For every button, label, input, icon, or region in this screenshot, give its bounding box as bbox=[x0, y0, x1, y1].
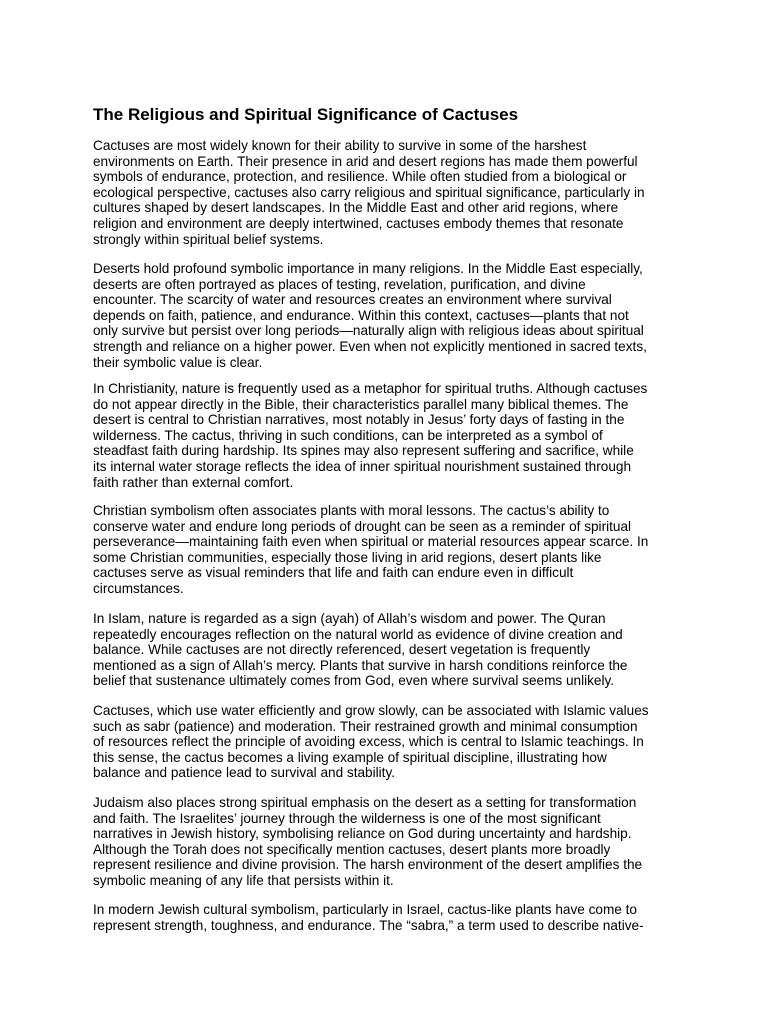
paragraph-line: do not appear directly in the Bible, their characteristics parallel many biblical themes. The bbox=[93, 396, 629, 412]
paragraph-judaism bbox=[93, 795, 642, 889]
paragraph-line: encounter. The scarcity of water and resources creates an environment where survival bbox=[93, 292, 612, 308]
paragraph-line: ecological perspective, cactuses also carry religious and spiritual significance, particularly in bbox=[93, 184, 645, 200]
paragraph-line: represent resilience and divine provision. The harsh environment of the desert amplifies the bbox=[93, 857, 643, 873]
paragraph-line: represent strength, toughness, and endurance. The “sabra,” a term used to describe native- bbox=[93, 917, 644, 933]
paragraph-line: its internal water storage reflects the idea of inner spiritual nourishment sustained through bbox=[93, 458, 632, 474]
paragraph-line: environments on Earth. Their presence in arid and desert regions has made them powerful bbox=[93, 153, 638, 169]
paragraph-line: deserts are often portrayed as places of testing, revelation, purification, and divine bbox=[93, 276, 586, 292]
paragraph-line: and faith. The Israelites’ journey through the wilderness is one of the most significant bbox=[93, 810, 601, 826]
paragraph-line: In Islam, nature is regarded as a sign (ayah) of Allah’s wisdom and power. The Quran bbox=[93, 611, 606, 626]
paragraph-line: repeatedly encourages reflection on the natural world as evidence of divine creation and bbox=[93, 626, 623, 642]
paragraph-line: some Christian communities, especially those living in arid regions, desert plants like bbox=[93, 549, 602, 565]
paragraph-line: circumstances. bbox=[93, 580, 184, 596]
paragraph-line: balance and patience lead to survival and stability. bbox=[93, 765, 396, 781]
paragraph-line: In modern Jewish cultural symbolism, particularly in Israel, cactus-like plants have come to bbox=[93, 902, 637, 917]
paragraph-line: of resources reflect the principle of avoiding excess, which is central to Islamic teachings. In bbox=[93, 734, 644, 750]
paragraph-line: desert is central to Christian narratives, most notably in Jesus’ forty days of fasting in the bbox=[93, 412, 625, 428]
paragraph-line: strength and reliance on a higher power. Even when not explicitly mentioned in sacred texts, bbox=[93, 338, 647, 354]
paragraph-line: conserve water and endure long periods of drought can be seen as a reminder of spiritual bbox=[93, 518, 632, 534]
paragraph-line: perseverance—maintaining faith even when spiritual or material resources appear scarce. In bbox=[93, 534, 649, 550]
paragraph-line: cactuses serve as visual reminders that life and faith can endure even in difficult bbox=[93, 565, 574, 581]
paragraph-christian-symbolism bbox=[93, 503, 648, 597]
paragraph-line: their symbolic value is clear. bbox=[93, 354, 263, 370]
paragraph-line: faith rather than external comfort. bbox=[93, 474, 294, 490]
paragraph-line: symbols of endurance, protection, and resilience. While often studied from a biological or bbox=[93, 169, 627, 185]
paragraph-line: In Christianity, nature is frequently used as a metaphor for spiritual truths. Although cactuses bbox=[93, 381, 648, 396]
paragraph-line: such as sabr (patience) and moderation. Their restrained growth and minimal consumption bbox=[93, 718, 638, 734]
paragraph-line: only survive but persist over long periods—naturally align with religious ideas about spiritual bbox=[93, 323, 644, 339]
paragraph-islam bbox=[93, 611, 627, 689]
paragraph-line: Although the Torah does not specifically mention cactuses, desert plants more broadly bbox=[93, 841, 611, 857]
paragraph-line: religion and environment are deeply intertwined, cactuses embody themes that resonate bbox=[93, 215, 624, 231]
paragraph-christianity bbox=[93, 381, 647, 490]
paragraph-intro bbox=[93, 138, 645, 247]
paragraph-modern-jewish bbox=[93, 902, 644, 933]
paragraph-line: depends on faith, patience, and endurance. Within this context, cactuses—plants that not bbox=[93, 307, 629, 323]
paragraph-line: symbolic meaning of any life that persists within it. bbox=[93, 872, 394, 888]
paragraph-line: this sense, the cactus becomes a living example of spiritual discipline, illustrating how bbox=[93, 749, 607, 765]
paragraph-line: Cactuses, which use water efficiently and grow slowly, can be associated with Islamic values bbox=[93, 703, 649, 718]
paragraph-islamic-values bbox=[93, 703, 649, 781]
paragraph-line: Deserts hold profound symbolic importance in many religions. In the Middle East especially, bbox=[93, 261, 643, 276]
paragraph-line: narratives in Jewish history, symbolising reliance on God during uncertainty and hardship. bbox=[93, 826, 632, 842]
paragraph-line: strongly within spiritual belief systems. bbox=[93, 231, 324, 247]
paragraph-line: wilderness. The cactus, thriving in such conditions, can be interpreted as a symbol of bbox=[93, 427, 603, 443]
paragraph-line: belief that sustenance ultimately comes from God, even where survival seems unlikely. bbox=[93, 673, 615, 689]
paragraph-line: Christian symbolism often associates plants with moral lessons. The cactus’s ability to bbox=[93, 503, 610, 518]
paragraph-line: Judaism also places strong spiritual emphasis on the desert as a setting for transformation bbox=[93, 795, 637, 810]
paragraph-line: balance. While cactuses are not directly referenced, desert vegetation is frequently bbox=[93, 642, 591, 658]
document-title: The Religious and Spiritual Significance of Cactuses bbox=[93, 105, 519, 124]
paragraph-line: cultures shaped by desert landscapes. In the Middle East and other arid regions, where bbox=[93, 200, 619, 216]
paragraph-line: steadfast faith during hardship. Its spines may also represent suffering and sacrifice, while bbox=[93, 443, 634, 459]
paragraph-line: mentioned as a sign of Allah’s mercy. Plants that survive in harsh conditions reinforce the bbox=[93, 657, 628, 673]
paragraph-deserts bbox=[93, 261, 647, 370]
paragraph-line: Cactuses are most widely known for their ability to survive in some of the harshest bbox=[93, 138, 587, 153]
